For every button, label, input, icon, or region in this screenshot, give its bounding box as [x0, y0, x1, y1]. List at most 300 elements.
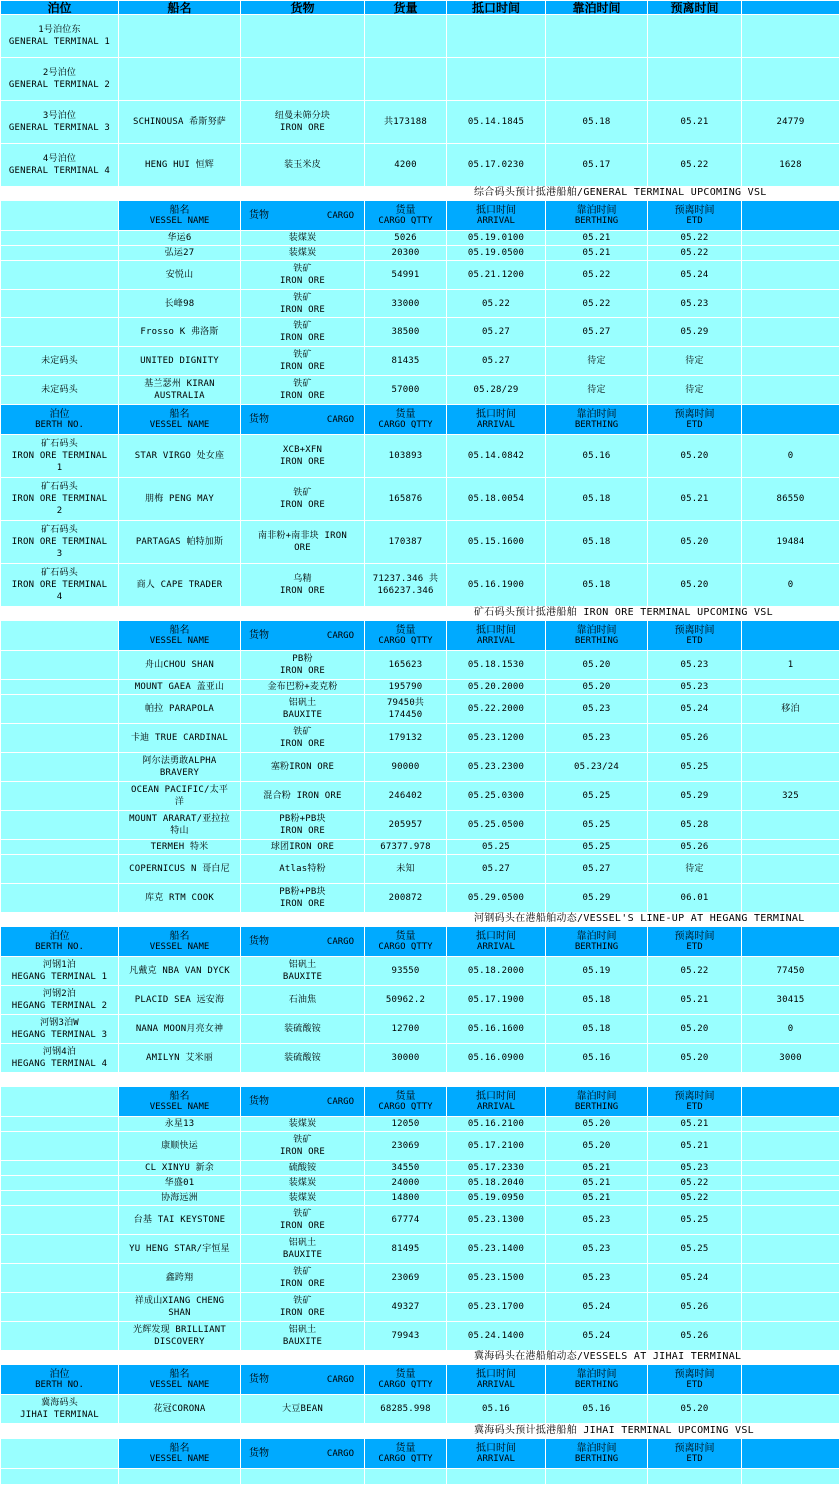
vessel-cell: 商人 CAPE TRADER	[119, 564, 241, 607]
table-row	[1, 1176, 839, 1191]
arrival-subheader: 抵口时间 ARRIVAL	[447, 1439, 546, 1469]
cargo-cell: PB粉 IRON ORE	[241, 651, 365, 680]
berthing-cell: 05.27	[546, 855, 648, 884]
subheader-row	[1, 927, 839, 957]
table-row	[1, 724, 839, 753]
etd-subheader: 预离时间 ETD	[648, 201, 742, 231]
berth-cell	[1, 855, 119, 884]
remaining-cell	[742, 246, 839, 261]
arrival-cell: 05.23.1700	[447, 1293, 546, 1322]
remaining-cell	[742, 1322, 839, 1351]
berthing-cell: 05.18	[546, 101, 648, 144]
berthing-cell: 05.16	[546, 1395, 648, 1424]
table-row	[1, 1206, 839, 1235]
berth-cell	[1, 231, 119, 246]
berthing-cell: 05.22	[546, 261, 648, 290]
etd-cell: 05.22	[648, 231, 742, 246]
table-row	[1, 15, 839, 58]
cargo-cell: 乌精 IRON ORE	[241, 564, 365, 607]
etd-cell: 待定	[648, 376, 742, 405]
remaining-cell: 19484	[742, 521, 839, 564]
cargo-cell: 球团IRON ORE	[241, 840, 365, 855]
cargo-cell: 纽曼未筛分块 IRON ORE	[241, 101, 365, 144]
table-row	[1, 884, 839, 913]
vessel-cell: 凡戴克 NBA VAN DYCK	[119, 957, 241, 986]
berth-subheader-empty	[1, 621, 119, 651]
vessel-cell	[119, 58, 241, 101]
jihai-terminal-table	[0, 1364, 839, 1424]
arrival-cell: 05.25.0300	[447, 782, 546, 811]
table-row	[1, 231, 839, 246]
extra-subheader	[742, 1365, 839, 1395]
qty-cell: 200872	[365, 884, 447, 913]
general-upcoming-table	[0, 200, 839, 405]
berth-cell	[1, 1206, 119, 1235]
arrival-cell: 05.16.1900	[447, 564, 546, 607]
cargo-cell: 装硫酸铵	[241, 1044, 365, 1073]
berthing-cell	[546, 58, 648, 101]
table-row	[1, 1191, 839, 1206]
cargo-cell: 装硫酸铵	[241, 1015, 365, 1044]
cargo-cell: 铁矿 IRON ORE	[241, 724, 365, 753]
etd-cell: 05.29	[648, 782, 742, 811]
arrival-cell: 05.22	[447, 290, 546, 318]
table-row	[1, 753, 839, 782]
berth-cell	[1, 782, 119, 811]
hegang-lineup-title: 河钢码头在港船舶动态/VESSEL'S LINE-UP AT HEGANG TERMINAL	[0, 912, 839, 926]
berthing-cell: 05.20	[546, 680, 648, 695]
qty-cell: 54991	[365, 261, 447, 290]
arrival-cell: 05.27	[447, 347, 546, 376]
qty-cell	[365, 15, 447, 58]
cargo-cell: 大豆BEAN	[241, 1395, 365, 1424]
berth-cell	[1, 753, 119, 782]
jihai-at-title: 冀海码头在港船舶动态/VESSELS AT JIHAI TERMINAL	[0, 1350, 839, 1364]
remaining-cell	[742, 290, 839, 318]
arrival-cell: 05.27	[447, 318, 546, 347]
berthing-cell: 05.23	[546, 695, 648, 724]
remaining-cell	[742, 1469, 839, 1485]
qty-subheader: 货量 CARGO QTTY	[365, 1365, 447, 1395]
table-row	[1, 376, 839, 405]
qty-subheader: 货量 CARGO QTTY	[365, 621, 447, 651]
remaining-cell	[742, 261, 839, 290]
vessel-cell: 朋梅 PENG MAY	[119, 478, 241, 521]
table-row	[1, 1264, 839, 1293]
table-row	[1, 957, 839, 986]
cargo-cell: 铁矿 IRON ORE	[241, 1293, 365, 1322]
vessel-cell: 鑫跨翔	[119, 1264, 241, 1293]
table-row	[1, 1235, 839, 1264]
berth-cell: 1号泊位东 GENERAL TERMINAL 1	[1, 15, 119, 58]
table-row	[1, 290, 839, 318]
iron-terminal-table	[0, 404, 839, 607]
berthing-cell: 05.23	[546, 1206, 648, 1235]
remaining-cell	[742, 1206, 839, 1235]
table-row	[1, 782, 839, 811]
remaining-cell: 0	[742, 435, 839, 478]
arrival-cell: 05.14.0842	[447, 435, 546, 478]
jihai-upcoming-title: 冀海码头预计抵港船舶 JIHAI TERMINAL UPCOMING VSL	[0, 1424, 839, 1438]
qty-cell: 14800	[365, 1191, 447, 1206]
jihai-upcoming-table	[0, 1438, 839, 1485]
table-row	[1, 101, 839, 144]
remaining-cell	[742, 724, 839, 753]
cargo-cell: 装煤炭	[241, 1191, 365, 1206]
table-row	[1, 1469, 839, 1485]
cargo-cell: 铁矿 IRON ORE	[241, 1132, 365, 1161]
qty-cell: 12050	[365, 1117, 447, 1132]
vessel-cell: UNITED DIGNITY	[119, 347, 241, 376]
cargo-cell: 装煤炭	[241, 1176, 365, 1191]
iron-upcoming-title: 矿石码头预计抵港船舶 IRON ORE TERMINAL UPCOMING VSL	[0, 606, 839, 620]
hegang-upcoming-table	[0, 1086, 839, 1351]
etd-cell: 06.01	[648, 884, 742, 913]
berthing-cell: 05.23	[546, 1264, 648, 1293]
berth-cell	[1, 1322, 119, 1351]
etd-cell: 05.20	[648, 435, 742, 478]
etd-subheader: 预离时间 ETD	[648, 1365, 742, 1395]
remaining-cell	[742, 318, 839, 347]
table-row	[1, 651, 839, 680]
berthing-cell: 05.19	[546, 957, 648, 986]
hegang-terminal-table	[0, 926, 839, 1073]
table-row	[1, 261, 839, 290]
qty-subheader: 货量 CARGO QTTY	[365, 1087, 447, 1117]
arrival-cell: 05.23.1200	[447, 724, 546, 753]
arrival-subheader: 抵口时间 ARRIVAL	[447, 1087, 546, 1117]
qty-cell: 67774	[365, 1206, 447, 1235]
cargo-cell: Atlas特粉	[241, 855, 365, 884]
arrival-subheader: 抵口时间 ARRIVAL	[447, 201, 546, 231]
berthing-cell: 05.18	[546, 564, 648, 607]
subheader-row	[1, 201, 839, 231]
berth-cell: 河钢4泊 HEGANG TERMINAL 4	[1, 1044, 119, 1073]
vessel-cell: AMILYN 艾米丽	[119, 1044, 241, 1073]
etd-cell: 05.22	[648, 144, 742, 187]
remaining-cell	[742, 1191, 839, 1206]
berthing-cell: 05.21	[546, 1176, 648, 1191]
berthing-cell: 待定	[546, 347, 648, 376]
table-row	[1, 1044, 839, 1073]
etd-cell: 05.21	[648, 478, 742, 521]
berthing-cell: 待定	[546, 376, 648, 405]
cargo-cell	[241, 58, 365, 101]
remaining-cell	[742, 680, 839, 695]
col-etd-header: 预离时间	[648, 1, 742, 16]
remaining-cell	[742, 884, 839, 913]
cargo-cell: 塞粉IRON ORE	[241, 753, 365, 782]
qty-cell: 68285.998	[365, 1395, 447, 1424]
vessel-cell: MOUNT ARARAT/亚拉拉 特山	[119, 811, 241, 840]
cargo-cell: 铁矿 IRON ORE	[241, 318, 365, 347]
berth-cell	[1, 651, 119, 680]
qty-cell: 90000	[365, 753, 447, 782]
cargo-subheader: 货物 CARGO	[241, 201, 365, 231]
vessel-cell: 库克 RTM COOK	[119, 884, 241, 913]
berthing-cell: 05.20	[546, 651, 648, 680]
etd-subheader: 预离时间 ETD	[648, 621, 742, 651]
qty-subheader: 货量 CARGO QTTY	[365, 405, 447, 435]
etd-cell: 05.20	[648, 564, 742, 607]
qty-cell: 57000	[365, 376, 447, 405]
berthing-cell: 05.21	[546, 1191, 648, 1206]
berth-cell: 未定码头	[1, 347, 119, 376]
subheader-row	[1, 1365, 839, 1395]
cargo-cell: 铁矿 IRON ORE	[241, 1206, 365, 1235]
berthing-subheader: 靠泊时间 BERTHING	[546, 621, 648, 651]
qty-cell: 33000	[365, 290, 447, 318]
arrival-cell: 05.24.1400	[447, 1322, 546, 1351]
berth-cell	[1, 1235, 119, 1264]
arrival-cell: 05.27	[447, 855, 546, 884]
vessel-cell: MOUNT GAEA 盖亚山	[119, 680, 241, 695]
berth-cell: 3号泊位 GENERAL TERMINAL 3	[1, 101, 119, 144]
qty-cell: 50962.2	[365, 986, 447, 1015]
remaining-cell: 1628	[742, 144, 839, 187]
berthing-cell: 05.27	[546, 318, 648, 347]
arrival-cell: 05.17.1900	[447, 986, 546, 1015]
qty-cell: 23069	[365, 1264, 447, 1293]
vessel-cell	[119, 1469, 241, 1485]
cargo-cell: 铁矿 IRON ORE	[241, 347, 365, 376]
berthing-cell: 05.20	[546, 1132, 648, 1161]
table-row	[1, 1161, 839, 1176]
arrival-cell	[447, 58, 546, 101]
col-vessel-header: 船名	[119, 1, 241, 16]
arrival-cell: 05.23.1500	[447, 1264, 546, 1293]
general-upcoming-title: 综合码头预计抵港船舶/GENERAL TERMINAL UPCOMING VSL	[0, 186, 839, 200]
berthing-cell: 05.23/24	[546, 753, 648, 782]
cargo-cell: XCB+XFN IRON ORE	[241, 435, 365, 478]
cargo-cell: 铁矿 IRON ORE	[241, 1264, 365, 1293]
arrival-cell: 05.17.2330	[447, 1161, 546, 1176]
cargo-subheader: 货物 CARGO	[241, 1365, 365, 1395]
etd-subheader: 预离时间 ETD	[648, 927, 742, 957]
table-row	[1, 1293, 839, 1322]
qty-cell: 103893	[365, 435, 447, 478]
arrival-cell: 05.14.1845	[447, 101, 546, 144]
iron-upcoming-table	[0, 620, 839, 913]
vessel-cell: NANA MOON月亮女神	[119, 1015, 241, 1044]
etd-cell: 05.24	[648, 261, 742, 290]
extra-subheader	[742, 927, 839, 957]
berth-cell: 矿石码头 IRON ORE TERMINAL 4	[1, 564, 119, 607]
qty-cell: 49327	[365, 1293, 447, 1322]
etd-cell: 05.26	[648, 840, 742, 855]
qty-cell: 共173188	[365, 101, 447, 144]
vessel-cell: 光辉发现 BRILLIANT DISCOVERY	[119, 1322, 241, 1351]
arrival-cell: 05.28/29	[447, 376, 546, 405]
berth-cell: 河钢3泊W HEGANG TERMINAL 3	[1, 1015, 119, 1044]
berthing-subheader: 靠泊时间 BERTHING	[546, 201, 648, 231]
vessel-cell: Frosso K 弗洛斯	[119, 318, 241, 347]
etd-cell: 05.23	[648, 680, 742, 695]
table-row	[1, 811, 839, 840]
berth-subheader: 泊位 BERTH NO.	[1, 405, 119, 435]
cargo-cell: 铝矾土 BAUXITE	[241, 957, 365, 986]
etd-cell: 05.24	[648, 1264, 742, 1293]
etd-cell	[648, 15, 742, 58]
col-arrival-header: 抵口时间	[447, 1, 546, 16]
vessel-cell: TERMEH 特米	[119, 840, 241, 855]
cargo-cell: 石油焦	[241, 986, 365, 1015]
berth-cell	[1, 318, 119, 347]
extra-subheader	[742, 621, 839, 651]
arrival-cell: 05.16.0900	[447, 1044, 546, 1073]
berth-cell: 矿石码头 IRON ORE TERMINAL 2	[1, 478, 119, 521]
cargo-cell: 装煤炭	[241, 231, 365, 246]
etd-cell: 05.26	[648, 724, 742, 753]
berth-cell: 矿石码头 IRON ORE TERMINAL 1	[1, 435, 119, 478]
vessel-subheader: 船名 VESSEL NAME	[119, 621, 241, 651]
col-cargo-header: 货物	[241, 1, 365, 16]
arrival-cell: 05.17.2100	[447, 1132, 546, 1161]
qty-subheader: 货量 CARGO QTTY	[365, 927, 447, 957]
table-row	[1, 521, 839, 564]
remaining-cell	[742, 1235, 839, 1264]
extra-subheader	[742, 201, 839, 231]
arrival-cell: 05.19.0100	[447, 231, 546, 246]
qty-cell: 170387	[365, 521, 447, 564]
etd-subheader: 预离时间 ETD	[648, 1439, 742, 1469]
vessel-cell: 永星13	[119, 1117, 241, 1132]
table-row	[1, 58, 839, 101]
table-row	[1, 347, 839, 376]
vessel-cell: CL XINYU 新余	[119, 1161, 241, 1176]
table-row	[1, 246, 839, 261]
berth-subheader: 泊位 BERTH NO.	[1, 927, 119, 957]
remaining-cell: 77450	[742, 957, 839, 986]
remaining-cell: 325	[742, 782, 839, 811]
arrival-cell: 05.19.0950	[447, 1191, 546, 1206]
arrival-cell: 05.18.1530	[447, 651, 546, 680]
berth-cell	[1, 840, 119, 855]
arrival-cell: 05.25	[447, 840, 546, 855]
qty-cell: 未知	[365, 855, 447, 884]
etd-subheader: 预离时间 ETD	[648, 1087, 742, 1117]
remaining-cell	[742, 347, 839, 376]
vessel-cell: SCHINOUSA 希斯努萨	[119, 101, 241, 144]
cargo-cell: 铝矾土 BAUXITE	[241, 1322, 365, 1351]
etd-cell: 05.29	[648, 318, 742, 347]
berth-cell	[1, 1161, 119, 1176]
berthing-subheader: 靠泊时间 BERTHING	[546, 927, 648, 957]
vessel-cell: 舟山CHOU SHAN	[119, 651, 241, 680]
qty-cell: 12700	[365, 1015, 447, 1044]
remaining-cell	[742, 231, 839, 246]
vessel-subheader: 船名 VESSEL NAME	[119, 1365, 241, 1395]
vessel-cell: HENG HUI 恒辉	[119, 144, 241, 187]
extra-subheader	[742, 1087, 839, 1117]
arrival-cell: 05.21.1200	[447, 261, 546, 290]
general-terminal-table	[0, 14, 839, 187]
arrival-cell: 05.23.1400	[447, 1235, 546, 1264]
cargo-subheader: 货物 CARGO	[241, 1439, 365, 1469]
berthing-cell: 05.22	[546, 290, 648, 318]
remaining-cell	[742, 376, 839, 405]
etd-cell: 05.20	[648, 1044, 742, 1073]
remaining-cell: 24779	[742, 101, 839, 144]
vessel-cell: 长峰98	[119, 290, 241, 318]
cargo-cell: 铁矿 IRON ORE	[241, 261, 365, 290]
berth-subheader-empty	[1, 1439, 119, 1469]
table-row	[1, 1132, 839, 1161]
etd-cell: 05.26	[648, 1293, 742, 1322]
qty-cell: 38500	[365, 318, 447, 347]
table-row	[1, 318, 839, 347]
berth-cell	[1, 1469, 119, 1485]
berthing-cell: 05.25	[546, 840, 648, 855]
remaining-cell	[742, 1293, 839, 1322]
berth-cell: 河钢2泊 HEGANG TERMINAL 2	[1, 986, 119, 1015]
vessel-cell	[119, 15, 241, 58]
etd-cell	[648, 58, 742, 101]
arrival-cell: 05.18.2000	[447, 957, 546, 986]
remaining-cell	[742, 840, 839, 855]
qty-cell: 34550	[365, 1161, 447, 1176]
berthing-cell: 05.25	[546, 782, 648, 811]
vessel-cell: OCEAN PACIFIC/太平 洋	[119, 782, 241, 811]
berth-cell: 未定码头	[1, 376, 119, 405]
table-row	[1, 1015, 839, 1044]
vessel-cell: 华运6	[119, 231, 241, 246]
berth-cell	[1, 680, 119, 695]
berthing-cell: 05.17	[546, 144, 648, 187]
remaining-cell	[742, 1132, 839, 1161]
etd-cell: 05.20	[648, 521, 742, 564]
qty-cell: 179132	[365, 724, 447, 753]
berthing-cell: 05.29	[546, 884, 648, 913]
arrival-cell: 05.18.2040	[447, 1176, 546, 1191]
etd-cell: 05.24	[648, 695, 742, 724]
extra-subheader	[742, 1439, 839, 1469]
berthing-cell: 05.23	[546, 1235, 648, 1264]
remaining-cell	[742, 58, 839, 101]
cargo-cell: 金布巴粉+麦克粉	[241, 680, 365, 695]
arrival-cell: 05.29.0500	[447, 884, 546, 913]
qty-cell: 205957	[365, 811, 447, 840]
berthing-subheader: 靠泊时间 BERTHING	[546, 1365, 648, 1395]
etd-cell: 05.21	[648, 1132, 742, 1161]
berthing-cell: 05.18	[546, 986, 648, 1015]
vessel-cell: 弘运27	[119, 246, 241, 261]
vessel-subheader: 船名 VESSEL NAME	[119, 1087, 241, 1117]
qty-cell: 79943	[365, 1322, 447, 1351]
berthing-cell: 05.21	[546, 1161, 648, 1176]
cargo-cell: 装煤炭	[241, 246, 365, 261]
table-row	[1, 1322, 839, 1351]
etd-cell: 05.25	[648, 753, 742, 782]
etd-cell: 05.22	[648, 246, 742, 261]
cargo-cell	[241, 15, 365, 58]
cargo-subheader: 货物 CARGO	[241, 621, 365, 651]
berth-cell	[1, 1264, 119, 1293]
remaining-cell: 移泊	[742, 695, 839, 724]
vessel-cell: 卡迪 TRUE CARDINAL	[119, 724, 241, 753]
arrival-cell: 05.22.2000	[447, 695, 546, 724]
qty-cell: 81495	[365, 1235, 447, 1264]
arrival-cell: 05.16	[447, 1395, 546, 1424]
cargo-cell: 铁矿 IRON ORE	[241, 478, 365, 521]
etd-cell: 05.21	[648, 1117, 742, 1132]
etd-cell: 05.21	[648, 986, 742, 1015]
arrival-subheader: 抵口时间 ARRIVAL	[447, 621, 546, 651]
table-row	[1, 564, 839, 607]
remaining-cell: 30415	[742, 986, 839, 1015]
remaining-cell	[742, 1264, 839, 1293]
cargo-cell: 铁矿 IRON ORE	[241, 290, 365, 318]
